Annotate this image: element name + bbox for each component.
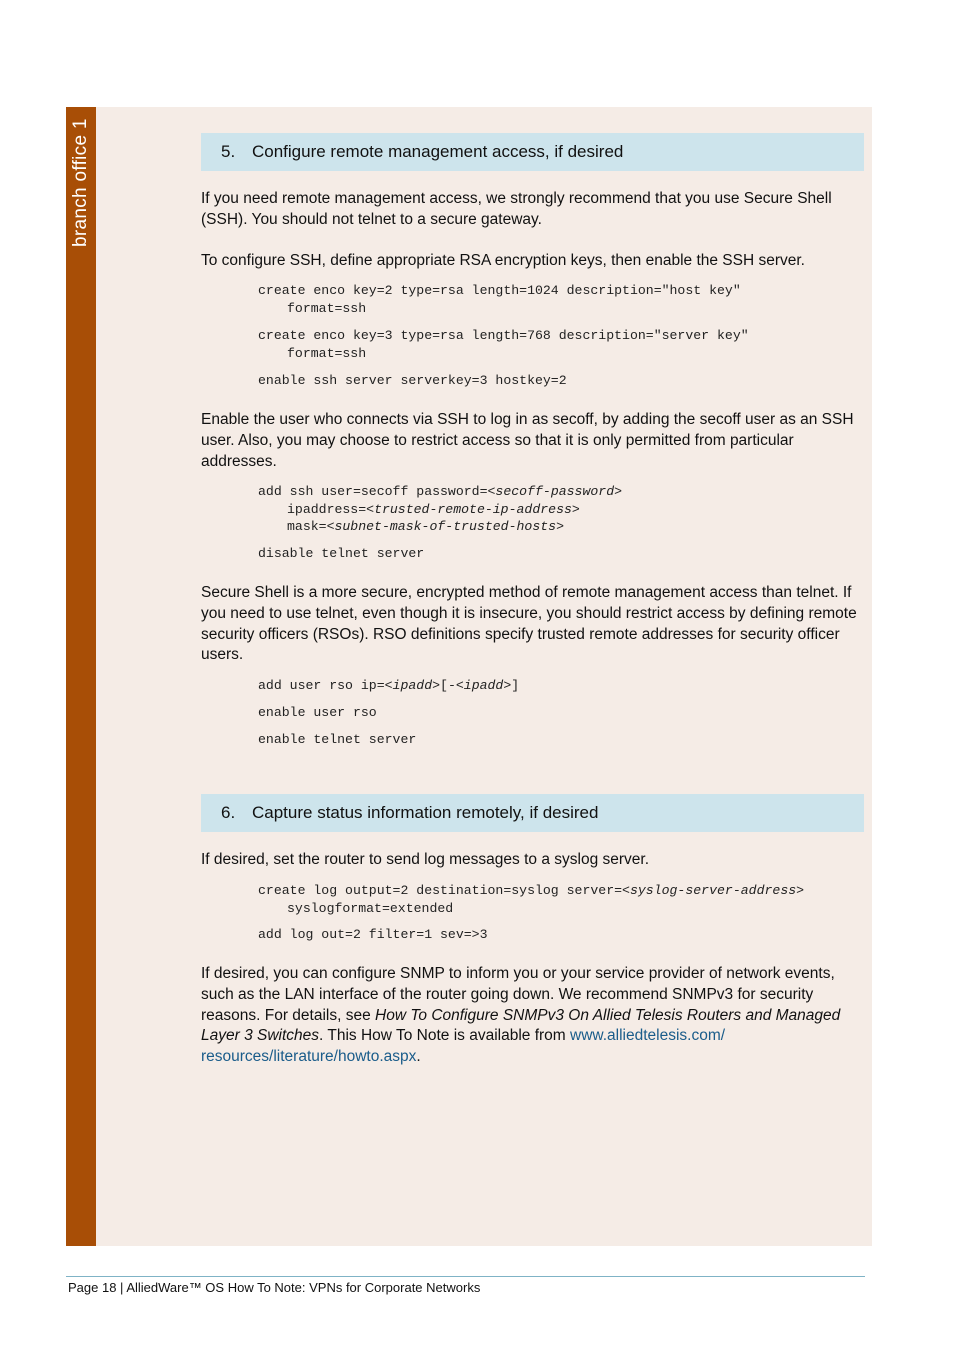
paragraph-syslog: If desired, set the router to send log messages to a syslog server. [201,851,650,868]
paragraph-ssh-intro: If you need remote management access, we strongly recommend that you use Secure Shell (SSH). You should not telnet to a secure gateway. [201,190,832,228]
code-block-enco-server: create enco key=3 type=rsa length=768 description="server key" format=ssh [258,328,749,361]
footer-divider [66,1276,865,1277]
code-block-enco-host: create enco key=2 type=rsa length=1024 description="host key" format=ssh [258,283,741,316]
code-block-add-user-rso: add user rso ip=<ipadd>[-<ipadd>] [258,678,520,693]
section-heading-6 [201,794,864,832]
section-heading-5 [201,133,864,171]
page-footer: Page 18 | AlliedWare™ OS How To Note: VPNs for Corporate Networks [68,1280,481,1295]
howto-link[interactable]: www.alliedtelesis.com/resources/literature/howto.aspx [201,1027,726,1066]
section-title: Capture status information remotely, if desired [252,803,599,822]
howto-title: How To Configure SNMPv3 On Allied Telesis Routers and Managed Layer 3 Switches [201,1006,841,1045]
side-tab-label: branch office 1 [70,118,91,247]
section-number: 5. [221,142,236,161]
section-title: Configure remote management access, if desired [252,142,624,161]
side-tab [66,107,96,1246]
section-number: 6. [221,803,236,822]
paragraph-snmp: If desired, you can configure SNMP to inform you or your service provider of network events, such as the LAN interface of the router going down. We recommend SNMPv3 for security reasons. For details, see How To Configure SNMPv3 On Allied Telesis Routers and Managed Layer 3 Switches. This How To Note is available from www.alliedtelesis.com/resources/literature/howto.aspx. [201,965,841,1066]
code-block-enable-user-rso: enable user rso [258,705,377,720]
code-block-disable-telnet: disable telnet server [258,546,425,561]
code-block-add-log: add log out=2 filter=1 sev=>3 [258,927,488,942]
paragraph-ssh-config: To configure SSH, define appropriate RSA encryption keys, then enable the SSH server. [201,252,805,269]
paragraph-rso: Secure Shell is a more secure, encrypted method of remote management access than telnet. If you need to use telnet, even though it is insecure, you should restrict access by defining remote security officers (RSOs). RSO definitions specify trusted remote addresses for security officer users. [201,584,857,664]
code-block-enable-telnet: enable telnet server [258,732,417,747]
code-block-enable-ssh: enable ssh server serverkey=3 hostkey=2 [258,373,567,388]
code-block-add-ssh-user: add ssh user=secoff password=<secoff-password> ipaddress=<trusted-remote-ip-address> mask=<subnet-mask-of-trusted-hosts> [258,484,623,534]
paragraph-secoff: Enable the user who connects via SSH to log in as secoff, by adding the secoff user as an SSH user. Also, you may choose to restrict access so that it is only permitted from particular addresses. [201,411,854,470]
code-block-create-log: create log output=2 destination=syslog server=<syslog-server-address> syslogformat=extended [258,883,805,916]
